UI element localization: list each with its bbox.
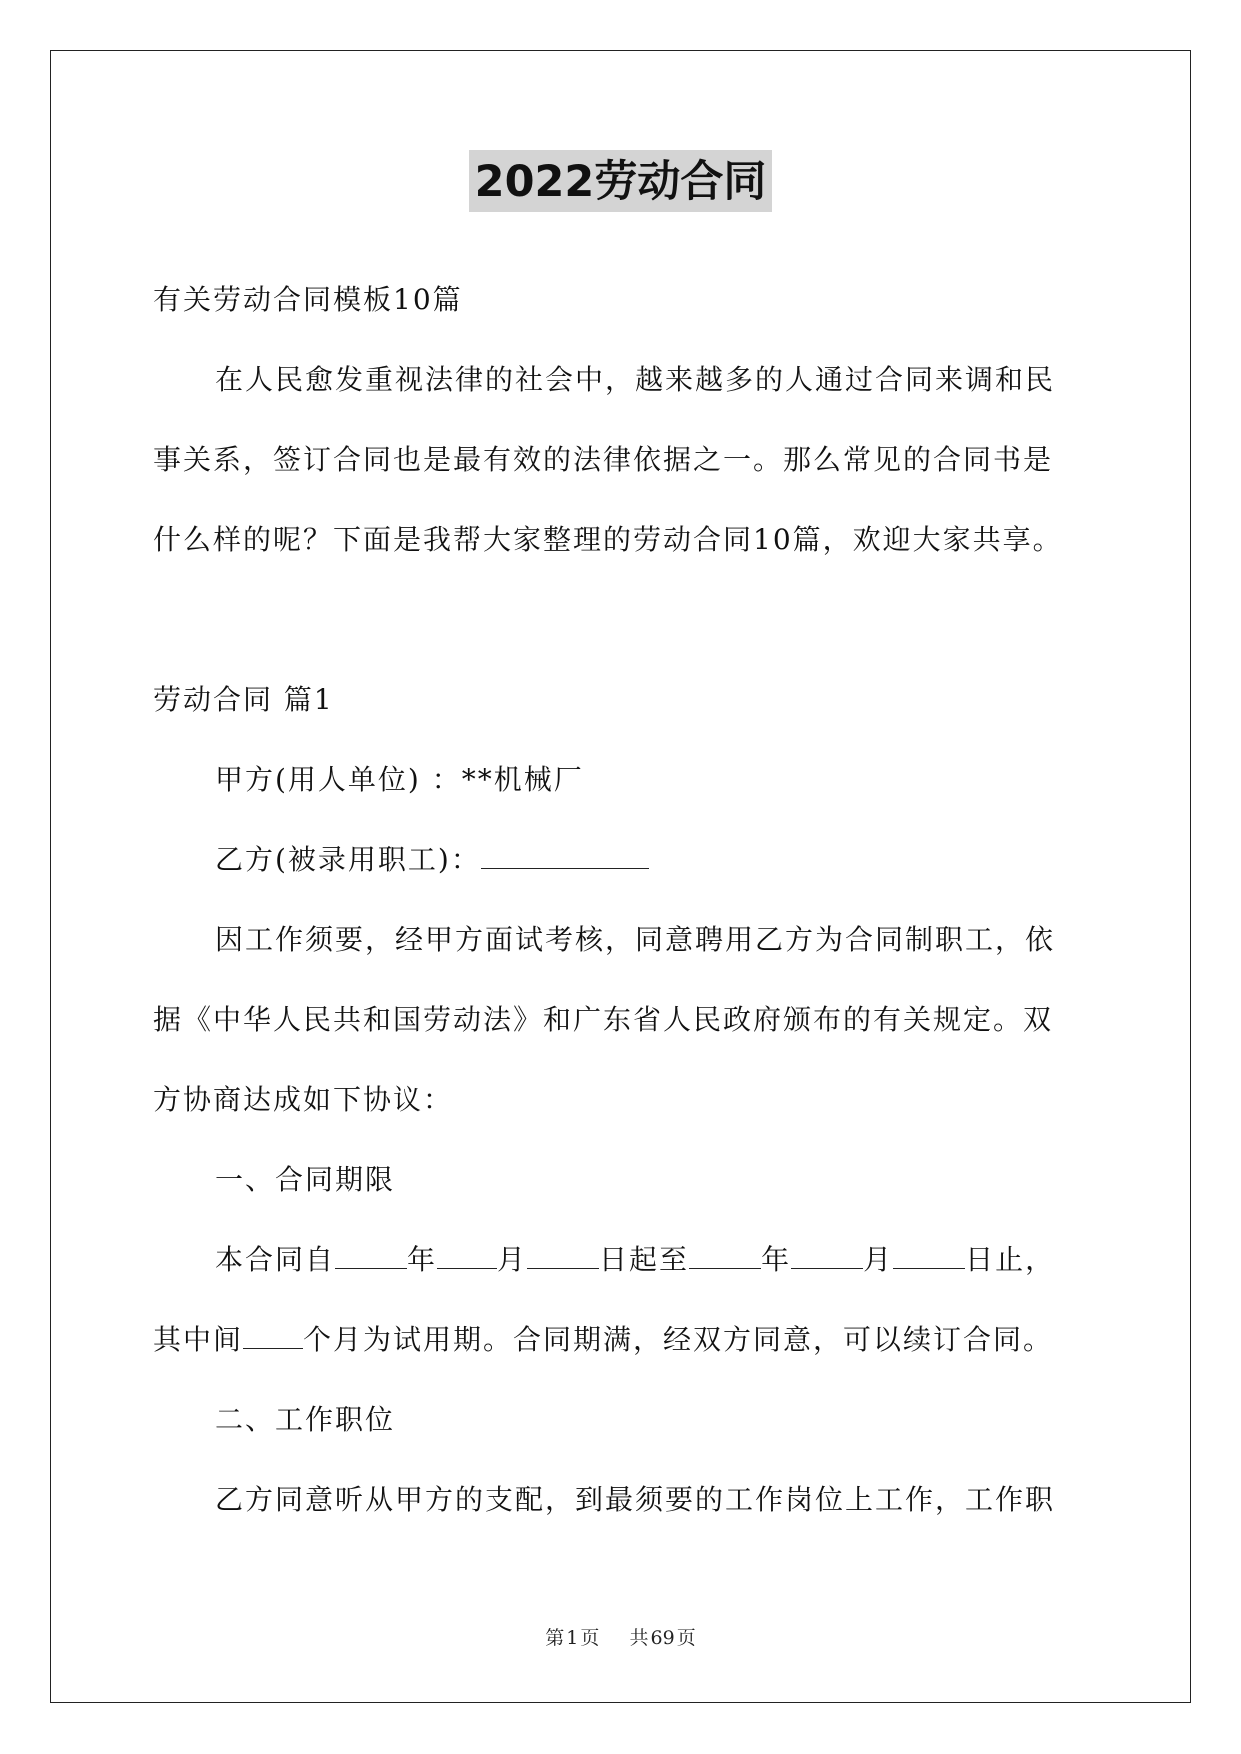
- page-label-prefix: 第: [545, 1627, 565, 1649]
- para1-line-3: 方协商达成如下协议：: [153, 1083, 454, 1116]
- term-month1: 月: [497, 1243, 528, 1276]
- total-pages: 69: [650, 1627, 675, 1649]
- title-wrap: [0, 150, 1241, 212]
- party-b-line: [153, 820, 1098, 900]
- end-day-blank: [893, 1242, 965, 1269]
- total-prefix: 共: [629, 1627, 649, 1649]
- party-b-label: 乙方(被录用职工)：: [215, 843, 481, 876]
- end-month-blank: [791, 1242, 863, 1269]
- start-month-blank: [437, 1242, 497, 1269]
- term2-prefix: 其中间: [153, 1323, 244, 1356]
- probation-months-blank: [243, 1322, 303, 1349]
- clause1-heading: 一、合同期限: [215, 1163, 396, 1196]
- intro-line-3: 什么样的呢？下面是我帮大家整理的劳动合同10篇，欢迎大家共享。: [153, 523, 1063, 556]
- document-body: [153, 260, 1098, 1540]
- total-suffix: 页: [676, 1627, 696, 1649]
- term-year2: 年: [761, 1243, 792, 1276]
- page-indicator: [545, 1627, 599, 1649]
- term-day2: 日止，: [965, 1243, 1056, 1276]
- page-label-suffix: 页: [580, 1627, 600, 1649]
- party-b-blank: [481, 842, 649, 869]
- term-day1: 日起至: [599, 1243, 690, 1276]
- term2-suffix: 个月为试用期。合同期满，经双方同意，可以续订合同。: [303, 1323, 1054, 1356]
- party-a-line: 甲方(用人单位) ：**机械厂: [215, 763, 584, 796]
- term-line-1: [153, 1220, 1098, 1300]
- clause2-text: 乙方同意听从甲方的支配，到最须要的工作岗位上工作，工作职: [215, 1483, 1056, 1516]
- start-year-blank: [335, 1242, 407, 1269]
- term-line-2: [153, 1300, 1098, 1380]
- term-month2: 月: [863, 1243, 894, 1276]
- intro-line-2: 事关系，签订合同也是最有效的法律依据之一。那么常见的合同书是: [153, 443, 1054, 476]
- clause2-heading: 二、工作职位: [215, 1403, 396, 1436]
- document-title: 2022劳动合同: [469, 150, 773, 212]
- term-year1: 年: [407, 1243, 438, 1276]
- section-heading: 劳动合同 篇1: [153, 683, 334, 716]
- page-footer: [0, 1623, 1241, 1650]
- page-number: 1: [566, 1627, 579, 1649]
- para1-line-1: 因工作须要，经甲方面试考核，同意聘用乙方为合同制职工，依: [215, 923, 1056, 956]
- para1-line-2: 据《中华人民共和国劳动法》和广东省人民政府颁布的有关规定。双: [153, 1003, 1054, 1036]
- end-year-blank: [689, 1242, 761, 1269]
- document-subtitle: 有关劳动合同模板10篇: [153, 283, 463, 316]
- total-indicator: [630, 1627, 696, 1649]
- intro-line-1: 在人民愈发重视法律的社会中，越来越多的人通过合同来调和民: [215, 363, 1056, 396]
- term-prefix: 本合同自: [215, 1243, 336, 1276]
- start-day-blank: [527, 1242, 599, 1269]
- spacer: [153, 580, 1098, 660]
